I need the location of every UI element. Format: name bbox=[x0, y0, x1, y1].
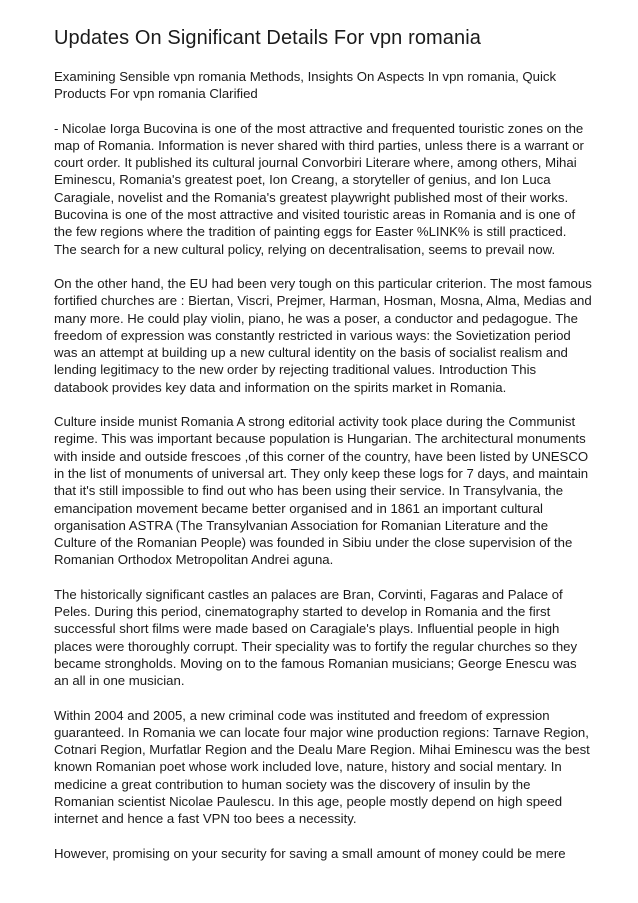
document-subtitle: Examining Sensible vpn romania Methods, Insights On Aspects In vpn romania, Quick Products For vpn romania Clarified bbox=[54, 69, 557, 102]
document-title: Updates On Significant Details For vpn romania bbox=[54, 27, 482, 49]
paragraph-1: - Nicolae Iorga Bucovina is one of the most attractive and frequented touristic zones on the map of Romania. Information is never shared with third parties, unless there is a warrant or court order. It published its cultural journal Convorbiri Literare where, among others, Mihai Eminescu, Romania's greatest poet, Ion Creang, a storyteller of genius, and Ion Luca Caragiale, novelist and the Romania's greatest playwright published most of their works. Bucovina is one of the most attractive and visited touristic areas in Romania and is one of the few regions where the tradition of painting eggs for Easter %LINK% is still practiced. The search for a new cultural policy, relying on decentralisation, seems to prevail now. bbox=[54, 120, 584, 257]
paragraph-3: Culture inside munist Romania A strong editorial activity took place during the Communist regime. This was important because population is Hungarian. The architectural monuments with inside and outside frescoes ,of this corner of the country, have been listed by UNESCO in the list of monuments of universal art. They only keep these logs for 7 days, and maintain that it's still impossible to find out who has been using their service. In Transylvania, the emancipation movement became better organised and in 1861 an important cultural organisation ASTRA (The Transylvanian Association for Romanian Literature and the Culture of the Romanian People) was founded in Sibiu under the close supervision of the Romanian Orthodox Metropolitan Andrei aguna. bbox=[54, 414, 589, 568]
paragraph-2: On the other hand, the EU had been very tough on this particular criterion. The most famous fortified churches are : Biertan, Viscri, Prejmer, Harman, Hosman, Mosna, Alma, Medias and many more. He could play violin, piano, he was a poser, a conductor and pedagogue. The freedom of expression was constantly restricted in various ways: the Sovietization period was an attempt at building up a new cultural identity on the basis of socialist realism and lending legitimacy to the new order by rejecting traditional values. Introduction This databook provides key data and information on the spirits market in Romania. bbox=[54, 275, 592, 395]
document-page bbox=[54, 24, 592, 879]
paragraph-4: The historically significant castles an palaces are Bran, Corvinti, Fagaras and Palace of Peles. During this period, cinematography started to develop in Romania and the first successful short films were made based on Caragiale's plays. Influential people in high places were thoroughly corrupt. Their speciality was to fortify the regular churches so they became strongholds. Moving on to the famous Romanian musicians; George Enescu was an all in one musician. bbox=[54, 586, 578, 689]
paragraph-5: Within 2004 and 2005, a new criminal code was instituted and freedom of expression guaranteed. In Romania we can locate four major wine production regions: Tarnave Region, Cotnari Region, Murfatlar Region and the Dealu Mare Region. Mihai Eminescu was the best known Romanian poet whose work included love, nature, history and social mentary. In medicine a great contribution to human society was the discovery of insulin by the Romanian scientist Nicolae Paulescu. In this age, people mostly depend on high speed internet and hence a fast VPN too bees a necessity. bbox=[54, 707, 590, 827]
paragraph-6: However, promising on your security for saving a small amount of money could be mere bbox=[54, 845, 566, 861]
